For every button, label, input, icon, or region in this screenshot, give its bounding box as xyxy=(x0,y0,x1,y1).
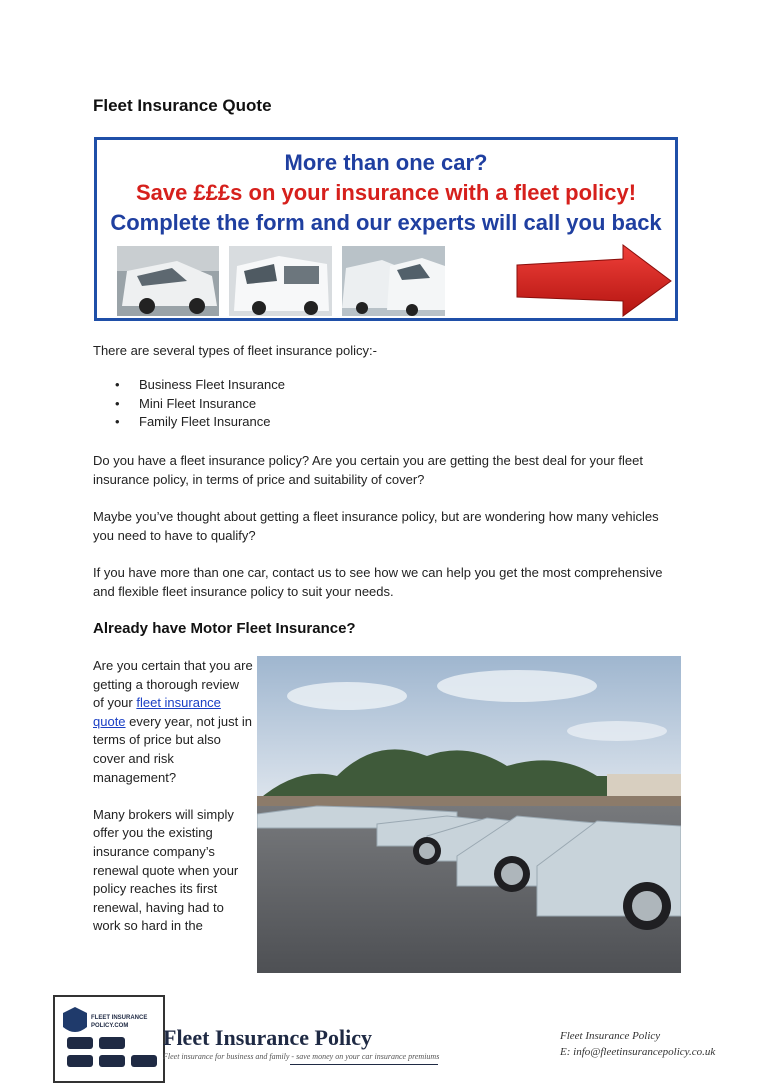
van-photo-1 xyxy=(117,246,219,316)
company-logo xyxy=(53,995,165,1083)
banner-line-1: More than one car? xyxy=(284,150,488,175)
text-column xyxy=(93,657,253,936)
list-item: • Business Fleet Insurance xyxy=(115,376,285,395)
page-title: Fleet Insurance Quote xyxy=(93,96,272,115)
paragraph-best-deal: Do you have a fleet insurance policy? Are you certain you are getting the best deal for your fleet insurance policy, in terms of price and suitability of cover? xyxy=(93,453,643,487)
intro-text: There are several types of fleet insurance policy:- xyxy=(93,343,377,358)
list-item: • Family Fleet Insurance xyxy=(115,413,285,432)
fleet-banner-image xyxy=(94,137,678,321)
list-item: • Mini Fleet Insurance xyxy=(115,395,285,414)
footer-divider xyxy=(290,1064,438,1065)
review-paragraph xyxy=(93,657,253,787)
footer-tagline: Fleet insurance for business and family - save money on your car insurance premiums xyxy=(163,1052,440,1061)
banner-line-3: Complete the form and our experts will call you back xyxy=(110,210,662,235)
parked-cars-photo xyxy=(257,656,681,973)
footer-brand: Fleet Insurance Policy xyxy=(163,1025,372,1050)
review-text-start: Are you certain that you are getting a thorough review of your xyxy=(93,658,253,711)
footer-email: E: info@fleetinsurancepolicy.co.uk xyxy=(560,1046,716,1058)
paragraph-contact: If you have more than one car, contact us to see how we can help you get the most comprehensive and flexible fleet insurance policy to suit your needs. xyxy=(93,565,663,599)
van-photo-2 xyxy=(229,246,332,316)
footer-company-name: Fleet Insurance Policy xyxy=(560,1030,661,1042)
banner-line-2: Save £££s on your insurance with a fleet policy! xyxy=(135,180,637,205)
fleet-insurance-quote-link[interactable]: fleet insurance quote xyxy=(93,695,221,729)
paragraph-qualify: Maybe you’ve thought about getting a fleet insurance policy, but are wondering how many vehicles you need to have to qualify? xyxy=(93,509,659,543)
svg-text:POLICY.COM: POLICY.COM xyxy=(91,1023,129,1029)
brokers-paragraph: Many brokers will simply offer you the existing insurance company’s renewal quote when your policy reaches its first renewal, having had to work so hard in the xyxy=(93,806,239,934)
van-photo-3 xyxy=(342,246,445,316)
svg-text:FLEET INSURANCE: FLEET INSURANCE xyxy=(91,1015,148,1021)
red-arrow-graphic xyxy=(515,243,675,318)
review-text-end: every year, not just in terms of price but also cover and risk management? xyxy=(93,713,252,785)
policy-type-list xyxy=(115,376,285,432)
section-heading: Already have Motor Fleet Insurance? xyxy=(93,620,356,637)
